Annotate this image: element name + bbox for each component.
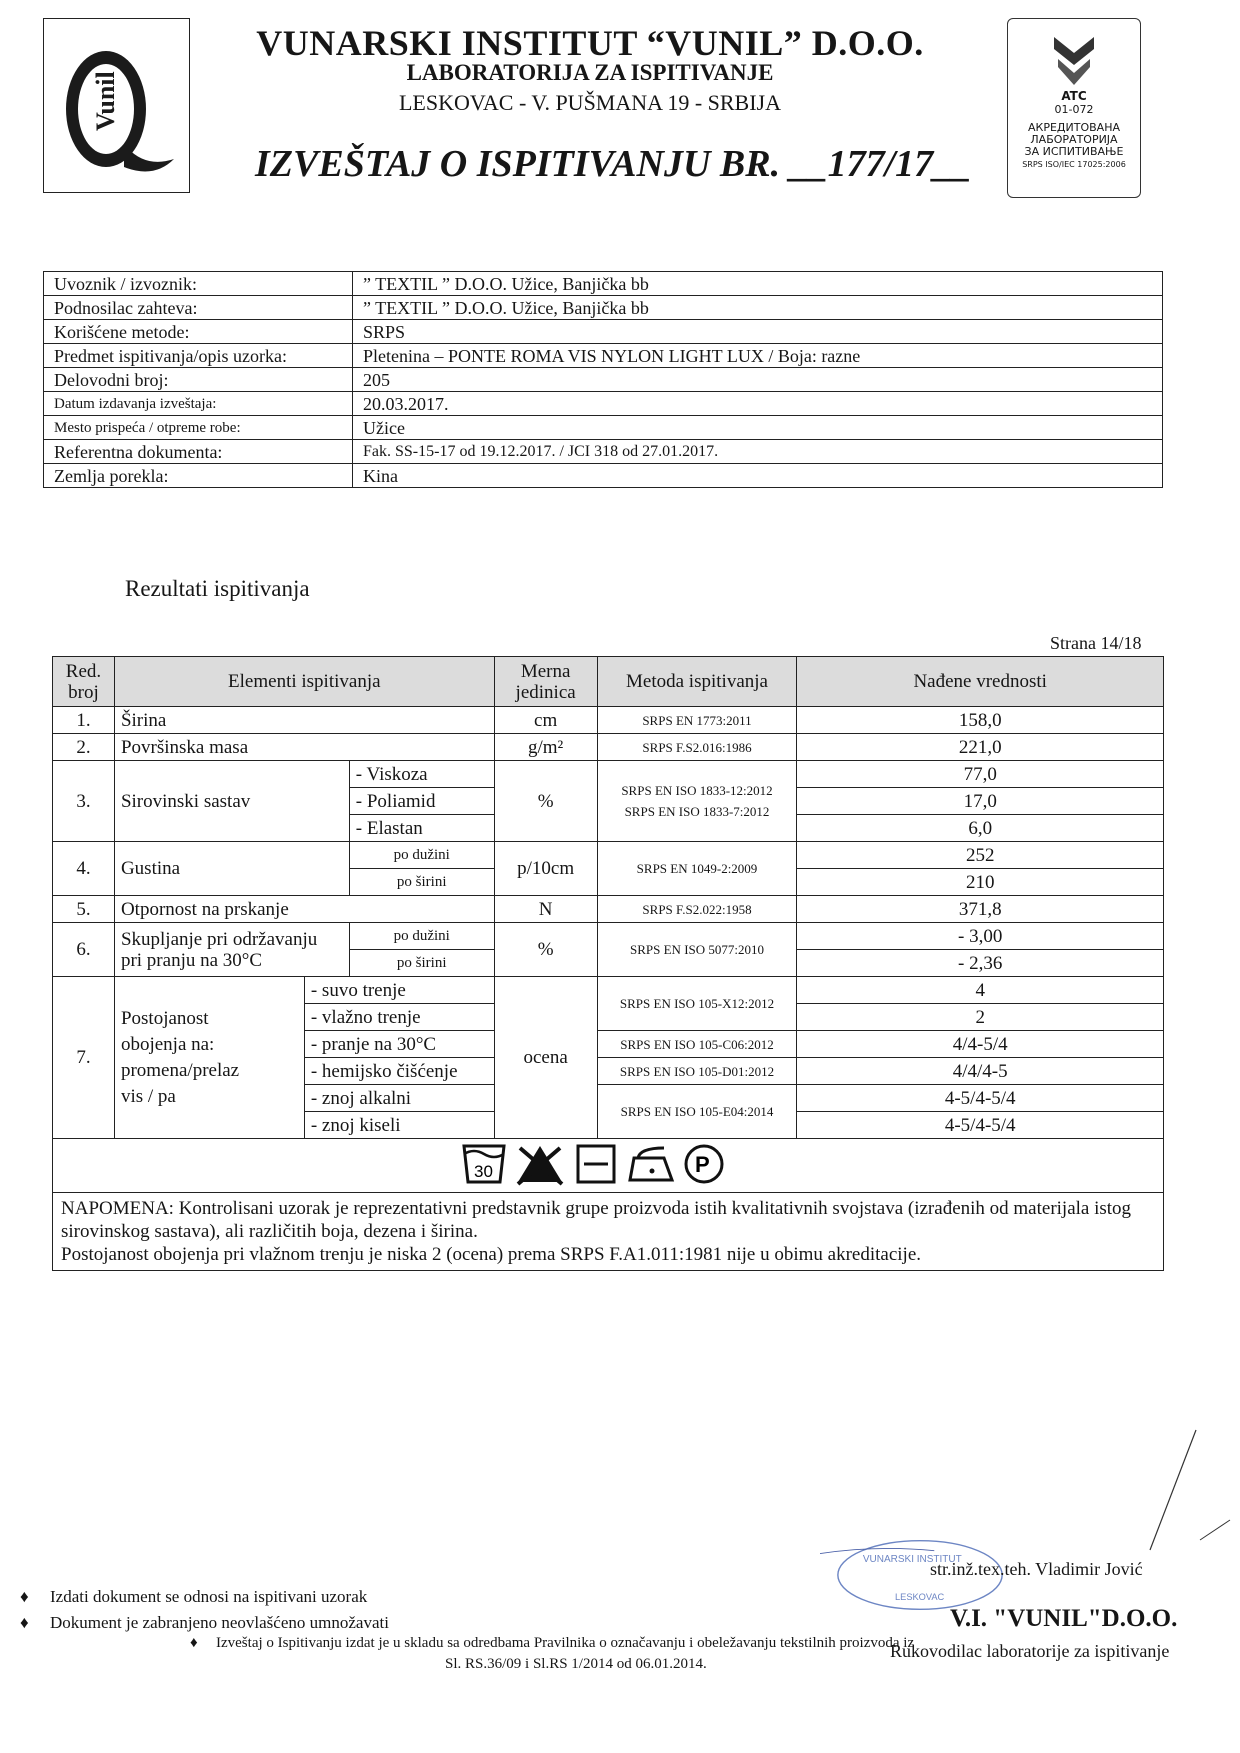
table-row: 3. Sirovinski sastav - Viskoza % SRPS EN ISO 1833-12:2012 SRPS EN ISO 1833-7:2012 77,0 <box>53 761 1164 788</box>
svg-text:VUNARSKI INSTITUT: VUNARSKI INSTITUT <box>862 1554 962 1566</box>
section-title: Rezultati ispitivanja <box>125 576 310 601</box>
report-title: IZVEŠTAJ O ISPITIVANJU BR. __177/17__ <box>255 143 972 185</box>
header-value: Nađene vrednosti <box>797 657 1164 707</box>
dryclean-p-icon <box>686 1146 722 1182</box>
table-row: 1. Širina cm SRPS EN 1773:2011 158,0 <box>53 707 1164 734</box>
header-element: Elementi ispitivanja <box>114 657 494 707</box>
page-number: Strana 14/18 <box>1050 633 1142 653</box>
svg-text:P: P <box>695 1152 710 1177</box>
lab-name: LABORATORIJA ZA ISPITIVANJE <box>406 60 774 85</box>
table-row: 7. Postojanost obojenja na: promena/prelaz vis / pa - suvo trenje ocena SRPS EN ISO 105-X12:2012 4 <box>53 977 1164 1004</box>
accreditation-badge: ATC 01-072 АКРЕДИТОВАНА ЛАБОРАТОРИЈА ЗА ИСПИТИВАЊЕ SRPS ISO/IEC 17025:2006 <box>1007 18 1141 198</box>
address: LESKOVAC - V. PUŠMANA 19 - SRBIJA <box>398 90 782 115</box>
table-row: 2. Površinska masa g/m² SRPS F.S2.016:1986 221,0 <box>53 734 1164 761</box>
table-row: - pranje na 30°C SRPS EN ISO 105-C06:2012 4/4-5/4 <box>53 1031 1164 1058</box>
table-row: - vlažno trenje 2 <box>53 1004 1164 1031</box>
table-row: - hemijsko čišćenje SRPS EN ISO 105-D01:2012 4/4/4-5 <box>53 1058 1164 1085</box>
bullet-item: ♦ Izdati dokument se odnosi na ispitivani uzorak <box>20 1587 368 1606</box>
table-row: 4. Gustina po dužini p/10cm SRPS EN 1049-2:2009 252 <box>53 842 1164 869</box>
company-name: V.I. "VUNIL"D.O.O. <box>950 1605 1178 1632</box>
iron-icon <box>630 1148 672 1180</box>
bullet-item: ♦ Izveštaj o Ispitivanju izdat je u skladu sa odredbama Pravilnika o označavanju i obeležavanju tekstilnih proizvoda iz <box>190 1635 915 1651</box>
accreditation-logo-icon <box>1048 33 1100 89</box>
header-no: Red. broj <box>53 657 115 707</box>
no-bleach-icon <box>518 1146 562 1184</box>
table-row: - Elastan 6,0 <box>53 815 1164 842</box>
results-table <box>52 656 1164 1271</box>
bullet-item-continued: Sl. RS.36/09 i Sl.RS 1/2014 od 06.01.2014. <box>445 1656 707 1672</box>
signature-mark <box>1120 1420 1240 1570</box>
table-row: po širini 210 <box>53 869 1164 896</box>
table-row: - Poliamid 17,0 <box>53 788 1164 815</box>
table-row: - znoj alkalni SRPS EN ISO 105-E04:2014 4-5/4-5/4 <box>53 1085 1164 1112</box>
institute-name: VUNARSKI INSTITUT “VUNIL” D.O.O. <box>256 23 924 63</box>
dry-flat-icon <box>578 1146 614 1182</box>
table-row: 6. Skupljanje pri održavanju pri pranju na 30°C po dužini % SRPS EN ISO 5077:2010 - 3,00 <box>53 923 1164 950</box>
table-row: - znoj kiseli 4-5/4-5/4 <box>53 1112 1164 1139</box>
svg-text:30: 30 <box>474 1162 493 1181</box>
svg-text:LESKOVAC: LESKOVAC <box>895 1592 945 1602</box>
institute-logo <box>43 18 190 193</box>
svg-text:Vunil: Vunil <box>91 71 120 131</box>
care-symbols <box>53 1139 1164 1193</box>
table-row: po širini - 2,36 <box>53 950 1164 977</box>
table-row: 5. Otpornost na prskanje N SRPS F.S2.022:1958 371,8 <box>53 896 1164 923</box>
bullet-item: ♦ Dokument je zabranjeno neovlašćeno umnožavati <box>20 1613 389 1632</box>
wash-30-icon <box>464 1146 504 1182</box>
signer-name: str.inž.tex.teh. Vladimir Jović <box>930 1559 1143 1579</box>
note: NAPOMENA: Kontrolisani uzorak je reprezentativni predstavnik grupe proizvoda istih kvalitativnih svojstava (izrađenih od materijala istog sirovinskog sastava), ali različitih boja, dezena i širina. Postojanost obojenja pri vlažnom trenju je niska 2 (ocena) prema SRPS F.A1.011:1981 nije u obimu akreditacije. <box>53 1193 1164 1271</box>
header-unit: Merna jedinica <box>494 657 597 707</box>
info-table: Uvoznik / izvoznik: ” TEXTIL ” D.O.O. Užice, Banjička bb Podnosilac zahteva: ” TEXTIL ” D.O.O. Užice, Banjička bb Korišćene metode: SRPS Predmet ispitivanja/opis uzorka: Pletenina – PONTE ROMA VIS NYLON LIGHT LUX / Boja: razne Delovodni broj: 205 Datum izdavanja izveštaja: 20.03.2017. Mesto prispeća / otpreme robe: Užice Referentna dokumenta: Fak. SS-15-17 od 19.12.2017. / JCI 318 od 27.01.2017. Zemlja porekla: Kina <box>43 271 1163 488</box>
signer-role: Rukovodilac laboratorije za ispitivanje <box>890 1641 1170 1661</box>
header-method: Metoda ispitivanja <box>597 657 797 707</box>
